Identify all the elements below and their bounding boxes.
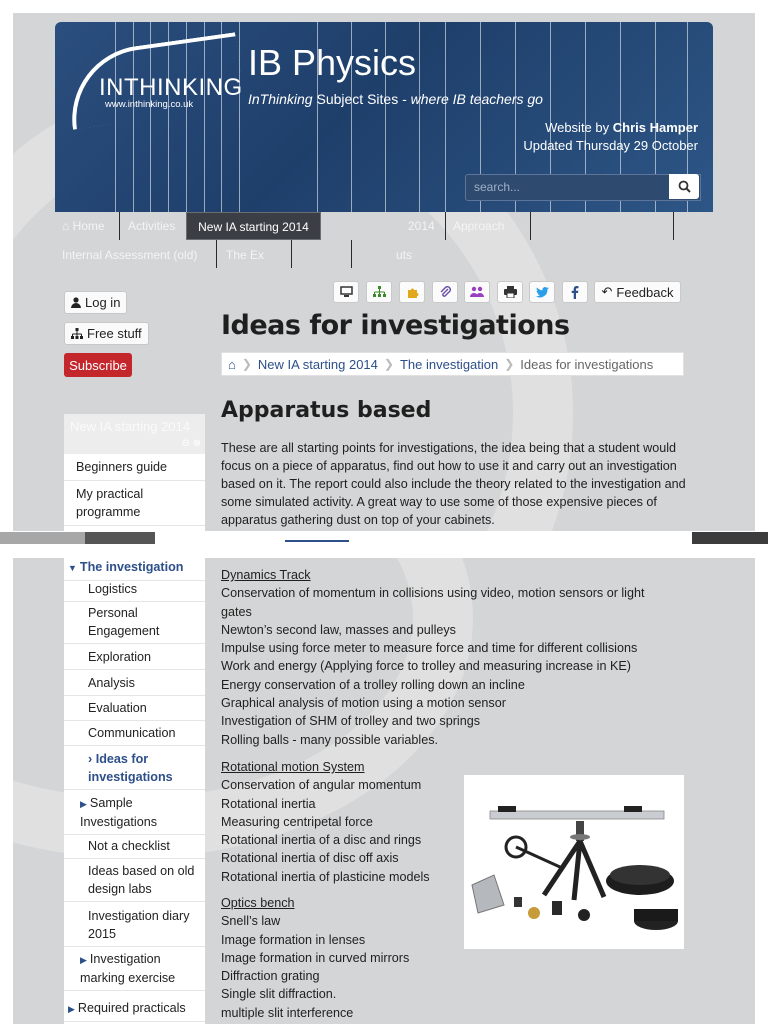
page-title: Ideas for investigations (221, 310, 570, 341)
rotational-apparatus-image (464, 775, 684, 949)
site-banner (55, 22, 713, 212)
search-button[interactable] (669, 174, 699, 199)
sidebar-section-header[interactable] (64, 414, 205, 454)
breadcrumb-link[interactable]: The investigation (399, 356, 499, 372)
nav-divider (445, 212, 446, 240)
updated-date: Updated Thursday 29 October (523, 138, 698, 153)
print-icon (504, 286, 517, 298)
list-item: Conservation of angular momentum (221, 778, 422, 793)
caret-right-icon: ▶ (80, 955, 87, 965)
subtitle-mid: Subject Sites - (312, 91, 411, 107)
sidebar-item-ideas-for-investigations[interactable] (64, 747, 205, 790)
list-item: Image formation in curved mirrors (221, 950, 410, 965)
sidebar-item-evaluation[interactable]: Evaluation (64, 696, 205, 721)
monitor-icon (340, 286, 353, 298)
list-item: Investigation of SHM of trolley and two springs (221, 714, 480, 729)
free-stuff-button[interactable] (64, 322, 149, 345)
facebook-icon (571, 286, 579, 299)
nav-divider (530, 212, 531, 240)
list-item: multiple slit interference (221, 1005, 354, 1020)
breadcrumb (221, 352, 684, 376)
optics-bench-section (221, 894, 409, 1022)
sidebar-item-logistics[interactable]: Logistics (64, 577, 205, 602)
caret-down-icon: ▼ (68, 563, 77, 573)
sidebar-item-label: Investigation marking exercise (80, 952, 176, 985)
sitemap-button[interactable] (366, 281, 392, 303)
sidebar-section-title: New IA starting 2014 (70, 419, 190, 434)
nav-activities[interactable]: Activities (128, 219, 176, 233)
feedback-button[interactable] (594, 281, 681, 303)
nav-extended[interactable]: The Ex (226, 248, 265, 262)
nav-home[interactable] (62, 219, 105, 233)
nav-divider (119, 212, 120, 240)
sidebar-item-label: The investigation (79, 560, 184, 574)
sidebar-item-beginners-guide[interactable]: Beginners guide (64, 454, 205, 481)
banner-line (239, 22, 240, 212)
nav-approach[interactable]: Approach (453, 219, 505, 233)
breadcrumb-link[interactable]: New IA starting 2014 (257, 356, 378, 372)
sidebar-item-label: Sample Investigations (80, 796, 158, 829)
sidebar-item-communication[interactable]: Communication (64, 721, 205, 746)
group-heading: Dynamics Track (221, 568, 311, 582)
collapse-expand-icons[interactable]: ⊖ ⊕ (181, 438, 201, 449)
logo-url[interactable]: www.inthinking.co.uk (105, 99, 194, 110)
subscribe-button[interactable]: Subscribe (64, 353, 132, 377)
caret-right-icon: ▶ (80, 799, 87, 809)
desktop-view-button[interactable] (333, 281, 359, 303)
separator-strip (0, 532, 85, 544)
search-placeholder: search... (474, 180, 521, 194)
list-item: Energy conservation of a trolley rolling down an incline (221, 677, 525, 692)
banner-line (445, 22, 446, 212)
list-item: Rotational inertia of plasticine models (221, 869, 430, 884)
rotational-motion-section (221, 758, 430, 886)
list-item: gates (221, 604, 252, 619)
site-title[interactable]: IB Physics (248, 42, 417, 83)
list-item: Diffraction grating (221, 969, 320, 984)
list-item: Rotational inertia of disc off axis (221, 851, 399, 866)
twitter-icon (536, 287, 549, 298)
apparatus-illustration (464, 775, 684, 949)
facebook-button[interactable] (562, 281, 588, 303)
sidebar-item-investigation-diary[interactable]: Investigation diary 2015 (64, 904, 205, 947)
sidebar-item-old-design-labs[interactable]: Ideas based on old design labs (64, 859, 205, 902)
intro-paragraph: These are all starting points for investigations, the idea being that a student would focus on a piece of apparatus, find out how to use it and carry out an investigation based on it. The report could also include the theory related to the investigation and some simulated activity. A great way to use some of those expensive pieces of apparatus gathering dust on top of your cabinets. (221, 441, 686, 527)
list-item: Snell’s law (221, 914, 281, 929)
puzzle-icon (406, 286, 419, 299)
current-marker: › (88, 752, 93, 766)
list-item: Graphical analysis of motion using a motion sensor (221, 696, 506, 711)
login-button[interactable] (64, 291, 127, 314)
list-item: Newton’s second law, masses and pulleys (221, 622, 456, 637)
nav-home-label: Home (72, 219, 105, 233)
nav-divider (291, 240, 292, 268)
site-subtitle (248, 91, 543, 107)
sidebar-item-sample-investigations[interactable] (64, 791, 205, 835)
separator-strip (85, 532, 155, 544)
sidebar-item-label: Ideas for investigations (88, 752, 173, 784)
list-item: Work and energy (Applying force to trolley and measuring increase in KE) (221, 659, 631, 674)
nav-faded-item[interactable]: uts (396, 248, 413, 262)
list-item: Conservation of momentum in collisions using video, motion sensors or light (221, 586, 645, 601)
sitemap-icon (71, 328, 83, 339)
nav-internal-assessment[interactable]: Internal Assessment (old) (62, 248, 198, 262)
link-underline-fragment (285, 540, 349, 542)
sidebar-item-analysis[interactable]: Analysis (64, 671, 205, 696)
home-icon[interactable]: ⌂ (228, 356, 236, 372)
sidebar-filler (64, 526, 205, 531)
list-item: Measuring centripetal force (221, 814, 373, 829)
chevron-right-icon: ❯ (504, 357, 515, 371)
paperclip-icon (439, 286, 452, 299)
list-item: Impulse using force meter to measure force and time for different collisions (221, 641, 638, 656)
sidebar-item-practical-programme[interactable]: My practical programme (64, 481, 205, 526)
chevron-right-icon: ❯ (241, 357, 252, 371)
dynamics-track-section (221, 566, 645, 749)
website-by-prefix: Website by (545, 120, 613, 135)
sidebar-item-exploration[interactable]: Exploration (64, 645, 205, 670)
author-name: Chris Hamper (612, 120, 698, 135)
search-icon (678, 180, 691, 193)
sidebar-item-required-practicals[interactable] (64, 996, 205, 1022)
list-item: Single slit diffraction. (221, 987, 337, 1002)
group-heading: Optics bench (221, 896, 295, 910)
free-stuff-label: Free stuff (87, 326, 142, 341)
sidebar-item-label: Required practicals (77, 1001, 186, 1015)
subtitle-brand: InThinking (248, 91, 313, 107)
sidebar-item-personal-engagement[interactable]: Personal Engagement (64, 601, 205, 644)
separator-strip (692, 532, 768, 544)
banner-line (419, 22, 420, 212)
website-by (545, 120, 698, 135)
nav-new-ia[interactable]: New IA starting 2014 (186, 212, 321, 240)
list-item: Rotational inertia of a disc and rings (221, 833, 422, 848)
search-input[interactable] (465, 174, 701, 201)
list-item: Rotational inertia (221, 796, 316, 811)
logo-text[interactable]: INTHINKING (99, 74, 243, 101)
sitemap-icon (373, 286, 386, 298)
users-button[interactable] (464, 281, 490, 303)
reply-icon: ↶ (601, 284, 613, 299)
section-title: Apparatus based (221, 398, 432, 423)
sidebar-item-marking-exercise[interactable] (64, 947, 205, 991)
subtitle-tagline: where IB teachers go (410, 91, 543, 107)
nav-faded-item[interactable]: 2014 (408, 219, 435, 233)
nav-divider (216, 240, 217, 268)
chevron-right-icon: ❯ (383, 357, 394, 371)
breadcrumb-current: Ideas for investigations (520, 356, 654, 372)
list-item: Image formation in lenses (221, 932, 366, 947)
home-icon: ⌂ (62, 219, 70, 233)
list-item: Rolling balls - many possible variables. (221, 732, 438, 747)
login-label: Log in (85, 295, 121, 310)
users-icon (470, 286, 484, 298)
sidebar-item-not-a-checklist[interactable]: Not a checklist (64, 834, 205, 859)
user-icon (71, 297, 81, 308)
nav-divider (673, 212, 674, 240)
print-button[interactable] (497, 281, 523, 303)
puzzle-button[interactable] (399, 281, 425, 303)
nav-divider (351, 240, 352, 268)
group-heading: Rotational motion System (221, 760, 365, 774)
caret-right-icon: ▶ (68, 1004, 75, 1014)
twitter-button[interactable] (529, 281, 555, 303)
feedback-label: Feedback (616, 284, 674, 300)
attachment-button[interactable] (432, 281, 458, 303)
